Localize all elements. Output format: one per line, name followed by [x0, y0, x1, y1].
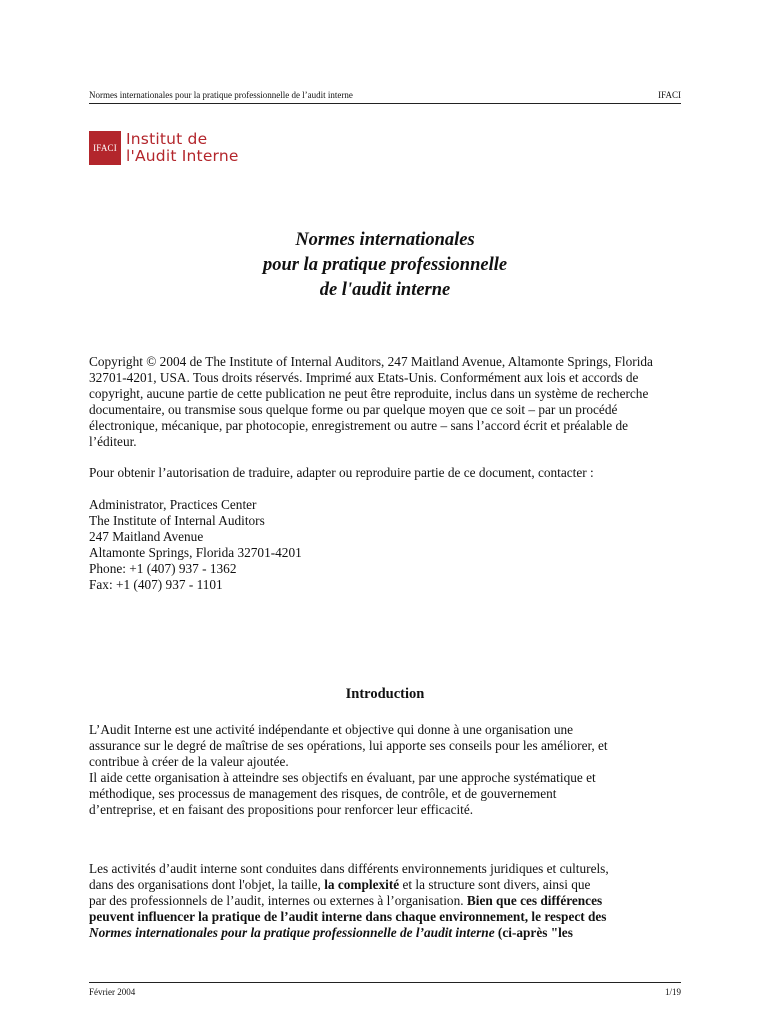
- introduction-paragraph-1: [89, 722, 688, 818]
- intro-line: Il aide cette organisation à atteindre ses objectifs en évaluant, par une approche systématique et: [89, 770, 596, 785]
- header-title: Normes internationales pour la pratique professionnelle de l’audit interne: [89, 90, 353, 100]
- ifaci-logo-mark: IFACI: [89, 131, 121, 165]
- intro2-bold-text: (ci-après "les: [494, 925, 573, 940]
- running-header: [89, 90, 681, 104]
- intro2-bold-text: Bien que ces différences: [466, 893, 603, 908]
- page-number: 1/19: [664, 987, 681, 997]
- intro2-text: dans des organisations dont l'objet, la taille,: [89, 877, 325, 892]
- intro2-bold-text: la complexité: [324, 877, 400, 892]
- intro-line: d’entreprise, et en faisant des propositions pour renforcer leur efficacité.: [89, 802, 474, 817]
- intro-line: L’Audit Interne est une activité indépendante et objective qui donne à une organisation une: [89, 722, 574, 737]
- ifaci-logo-text: [126, 131, 239, 165]
- title-line-2: pour la pratique professionnelle: [262, 255, 508, 275]
- copyright-line: copyright, aucune partie de cette publication ne peut être reproduite, inclus dans un système de recherche: [89, 386, 649, 401]
- footer-date: Février 2004: [89, 987, 136, 997]
- intro2-line: [89, 877, 688, 893]
- logo-line-1: Institut de: [126, 130, 208, 148]
- address-line: 247 Maitland Avenue: [89, 529, 204, 544]
- contact-intro: [89, 465, 688, 481]
- intro2-line: Les activités d’audit interne sont conduites dans différents environnements juridiques et culturels,: [89, 861, 609, 876]
- copyright-line: électronique, mécanique, par photocopie, enregistrement ou autre – sans l’accord écrit et préalable de: [89, 418, 629, 433]
- address-fax: Fax: +1 (407) 937 - 1101: [89, 577, 223, 592]
- introduction-heading: Introduction: [345, 686, 425, 702]
- intro-line: assurance sur le degré de maîtrise de ses opérations, lui apporte ses conseils pour les améliorer, et: [89, 738, 608, 753]
- ifaci-logo: [89, 131, 239, 165]
- document-title: [89, 228, 681, 303]
- logo-line-2: l'Audit Interne: [126, 147, 239, 165]
- intro2-italic-title: Normes internationales pour la pratique professionnelle de l’audit interne: [89, 925, 495, 940]
- address-phone: Phone: +1 (407) 937 - 1362: [89, 561, 237, 576]
- intro2-text: et la structure sont divers, ainsi que: [399, 877, 591, 892]
- contact-address: [89, 497, 688, 593]
- header-org: IFACI: [658, 90, 681, 100]
- introduction-paragraph-2: [89, 861, 688, 941]
- intro2-text: par des professionnels de l’audit, internes ou externes à l’organisation.: [89, 893, 467, 908]
- copyright-line: Copyright © 2004 de The Institute of Internal Auditors, 247 Maitland Avenue, Altamonte Springs, Florida: [89, 354, 653, 369]
- intro-line: méthodique, ses processus de management des risques, de contrôle, et de gouvernement: [89, 786, 557, 801]
- copyright-line: 32701-4201, USA. Tous droits réservés. Imprimé aux Etats-Unis. Conformément aux lois et accords de: [89, 370, 639, 385]
- title-line-3: de l'audit interne: [319, 280, 451, 300]
- intro2-line: [89, 893, 688, 909]
- copyright-paragraph: [89, 354, 688, 450]
- title-line-1: Normes internationales: [295, 230, 475, 250]
- running-footer: [89, 982, 681, 997]
- address-line: Altamonte Springs, Florida 32701-4201: [89, 545, 302, 560]
- intro2-line: peuvent influencer la pratique de l’audit interne dans chaque environnement, le respect des: [89, 909, 607, 924]
- intro-line: contribue à créer de la valeur ajoutée.: [89, 754, 289, 769]
- contact-intro-text: Pour obtenir l’autorisation de traduire, adapter ou reproduire partie de ce document, contacter :: [89, 465, 594, 480]
- copyright-line: l’éditeur.: [89, 434, 137, 449]
- intro2-line: [89, 925, 688, 941]
- address-line: The Institute of Internal Auditors: [89, 513, 265, 528]
- address-line: Administrator, Practices Center: [89, 497, 257, 512]
- copyright-line: documentaire, ou transmise sous quelque forme ou par quelque moyen que ce soit – par un procédé: [89, 402, 618, 417]
